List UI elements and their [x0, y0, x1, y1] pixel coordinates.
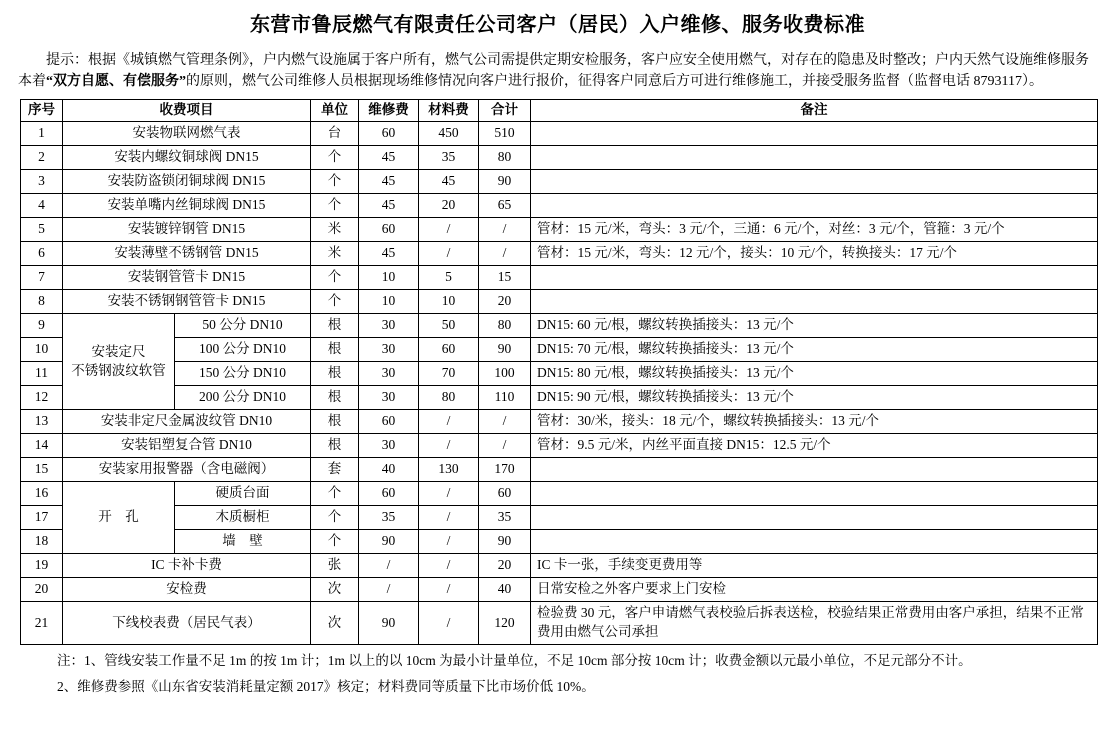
- row-remark: [531, 266, 1098, 290]
- row-no: 19: [21, 554, 63, 578]
- row-item: 安装物联网燃气表: [63, 122, 311, 146]
- col-header-item: 收费项目: [63, 100, 311, 122]
- footnote-2: 2、维修费参照《山东省安装消耗量定额 2017》核定；材料费同等质量下比市场价低 10%。: [57, 679, 595, 694]
- row-repair-fee: 30: [359, 314, 419, 338]
- row-total: 20: [479, 290, 531, 314]
- row-item: 安检费: [63, 578, 311, 602]
- row-repair-fee: 10: [359, 290, 419, 314]
- row-no: 2: [21, 146, 63, 170]
- col-header-total: 合计: [479, 100, 531, 122]
- row-total: 35: [479, 506, 531, 530]
- table-row: [21, 578, 1098, 602]
- row-unit: 个: [311, 146, 359, 170]
- row-total: 40: [479, 578, 531, 602]
- row-no: 1: [21, 122, 63, 146]
- row-repair-fee: 45: [359, 170, 419, 194]
- table-row: [21, 482, 1098, 506]
- table-row: [21, 362, 1098, 386]
- row-unit: 个: [311, 482, 359, 506]
- row-unit: 个: [311, 170, 359, 194]
- row-subitem: 硬质台面: [175, 482, 311, 506]
- row-no: 7: [21, 266, 63, 290]
- row-item: 安装镀锌钢管 DN15: [63, 218, 311, 242]
- row-repair-fee: 45: [359, 146, 419, 170]
- row-subitem: 150 公分 DN10: [175, 362, 311, 386]
- row-total: 15: [479, 266, 531, 290]
- row-repair-fee: 30: [359, 386, 419, 410]
- row-unit: 台: [311, 122, 359, 146]
- row-remark: [531, 122, 1098, 146]
- row-repair-fee: 10: [359, 266, 419, 290]
- page-title: 东营市鲁辰燃气有限责任公司客户（居民）入户维修、服务收费标准: [250, 14, 865, 36]
- row-total: 90: [479, 170, 531, 194]
- row-no: 21: [21, 602, 63, 645]
- row-unit: 根: [311, 338, 359, 362]
- row-subitem: 50 公分 DN10: [175, 314, 311, 338]
- row-repair-fee: 40: [359, 458, 419, 482]
- row-unit: 个: [311, 290, 359, 314]
- row-repair-fee: 30: [359, 338, 419, 362]
- row-item: 安装单嘴内丝铜球阀 DN15: [63, 194, 311, 218]
- row-total: 60: [479, 482, 531, 506]
- row-remark: 管材：15 元/米，弯头：12 元/个，接头：10 元/个，转换接头：17 元/个: [531, 242, 1098, 266]
- row-material-fee: /: [419, 530, 479, 554]
- row-total: 100: [479, 362, 531, 386]
- row-material-fee: /: [419, 602, 479, 645]
- group-label-flexible-hose: [63, 314, 175, 410]
- row-unit: 根: [311, 410, 359, 434]
- row-repair-fee: 35: [359, 506, 419, 530]
- row-total: 20: [479, 554, 531, 578]
- row-material-fee: /: [419, 242, 479, 266]
- row-repair-fee: 30: [359, 434, 419, 458]
- row-subitem: 200 公分 DN10: [175, 386, 311, 410]
- row-remark: DN15: 60 元/根，螺纹转换插接头：13 元/个: [531, 314, 1098, 338]
- table-header-row: [21, 100, 1098, 122]
- row-remark: [531, 290, 1098, 314]
- row-unit: 根: [311, 434, 359, 458]
- row-remark: 检验费 30 元，客户申请燃气表校验后拆表送检，校验结果正常费用由客户承担，结果不正常费用由燃气公司承担: [531, 602, 1098, 645]
- row-unit: 米: [311, 242, 359, 266]
- row-remark: IC 卡一张，手续变更费用等: [531, 554, 1098, 578]
- row-total: 80: [479, 314, 531, 338]
- row-unit: 个: [311, 530, 359, 554]
- row-material-fee: /: [419, 554, 479, 578]
- table-row: [21, 122, 1098, 146]
- row-material-fee: /: [419, 410, 479, 434]
- row-repair-fee: /: [359, 578, 419, 602]
- row-total: 120: [479, 602, 531, 645]
- row-unit: 个: [311, 506, 359, 530]
- row-subitem: 墙 壁: [175, 530, 311, 554]
- table-row: [21, 530, 1098, 554]
- row-no: 18: [21, 530, 63, 554]
- table-row: [21, 506, 1098, 530]
- row-total: 510: [479, 122, 531, 146]
- row-no: 6: [21, 242, 63, 266]
- row-material-fee: /: [419, 578, 479, 602]
- row-unit: 个: [311, 266, 359, 290]
- row-no: 11: [21, 362, 63, 386]
- row-no: 20: [21, 578, 63, 602]
- table-row: [21, 266, 1098, 290]
- row-material-fee: 20: [419, 194, 479, 218]
- row-repair-fee: /: [359, 554, 419, 578]
- row-material-fee: 60: [419, 338, 479, 362]
- row-item: 安装薄壁不锈钢管 DN15: [63, 242, 311, 266]
- row-remark: [531, 506, 1098, 530]
- row-remark: DN15: 80 元/根，螺纹转换插接头：13 元/个: [531, 362, 1098, 386]
- row-remark: 管材：15 元/米，弯头：3 元/个，三通：6 元/个，对丝：3 元/个，管箍：3 元/个: [531, 218, 1098, 242]
- row-no: 4: [21, 194, 63, 218]
- row-repair-fee: 60: [359, 218, 419, 242]
- row-no: 16: [21, 482, 63, 506]
- row-unit: 套: [311, 458, 359, 482]
- row-item: 安装内螺纹铜球阀 DN15: [63, 146, 311, 170]
- row-no: 3: [21, 170, 63, 194]
- row-repair-fee: 45: [359, 242, 419, 266]
- fee-table: [20, 99, 1098, 645]
- col-header-material-fee: 材料费: [419, 100, 479, 122]
- row-material-fee: 5: [419, 266, 479, 290]
- table-row: [21, 290, 1098, 314]
- row-subitem: 100 公分 DN10: [175, 338, 311, 362]
- row-material-fee: 45: [419, 170, 479, 194]
- row-no: 9: [21, 314, 63, 338]
- row-repair-fee: 60: [359, 482, 419, 506]
- row-remark: [531, 146, 1098, 170]
- row-unit: 根: [311, 386, 359, 410]
- table-row: [21, 146, 1098, 170]
- row-material-fee: /: [419, 218, 479, 242]
- row-repair-fee: 45: [359, 194, 419, 218]
- table-row: [21, 602, 1098, 645]
- row-total: /: [479, 410, 531, 434]
- row-subitem: 木质橱柜: [175, 506, 311, 530]
- table-row: [21, 218, 1098, 242]
- row-repair-fee: 30: [359, 362, 419, 386]
- row-item: 安装防盗锁闭铜球阀 DN15: [63, 170, 311, 194]
- row-unit: 根: [311, 314, 359, 338]
- table-row: [21, 410, 1098, 434]
- row-remark: [531, 482, 1098, 506]
- row-remark: [531, 170, 1098, 194]
- row-no: 5: [21, 218, 63, 242]
- row-total: /: [479, 434, 531, 458]
- row-item: 安装铝塑复合管 DN10: [63, 434, 311, 458]
- table-row: [21, 458, 1098, 482]
- row-item: 安装不锈钢钢管管卡 DN15: [63, 290, 311, 314]
- notice: [18, 50, 1097, 92]
- row-unit: 张: [311, 554, 359, 578]
- row-no: 10: [21, 338, 63, 362]
- row-unit: 米: [311, 218, 359, 242]
- row-total: /: [479, 242, 531, 266]
- row-item: 安装钢管管卡 DN15: [63, 266, 311, 290]
- row-material-fee: 70: [419, 362, 479, 386]
- row-unit: 个: [311, 194, 359, 218]
- row-no: 14: [21, 434, 63, 458]
- row-no: 15: [21, 458, 63, 482]
- row-no: 12: [21, 386, 63, 410]
- table-row: [21, 434, 1098, 458]
- row-item: 安装非定尺金属波纹管 DN10: [63, 410, 311, 434]
- table-row: [21, 194, 1098, 218]
- row-remark: DN15: 90 元/根，螺纹转换插接头：13 元/个: [531, 386, 1098, 410]
- row-remark: 日常安检之外客户要求上门安检: [531, 578, 1098, 602]
- row-repair-fee: 60: [359, 410, 419, 434]
- table-row: [21, 386, 1098, 410]
- table-row: [21, 554, 1098, 578]
- group-label-line1: 安装定尺: [91, 343, 146, 359]
- row-repair-fee: 60: [359, 122, 419, 146]
- row-remark: 管材：30/米，接头：18 元/个，螺纹转换插接头：13 元/个: [531, 410, 1098, 434]
- row-total: 170: [479, 458, 531, 482]
- row-remark: [531, 530, 1098, 554]
- row-total: /: [479, 218, 531, 242]
- row-total: 90: [479, 338, 531, 362]
- row-material-fee: 10: [419, 290, 479, 314]
- row-material-fee: 35: [419, 146, 479, 170]
- col-header-unit: 单位: [311, 100, 359, 122]
- row-item: IC 卡补卡费: [63, 554, 311, 578]
- table-row: [21, 338, 1098, 362]
- group-label-line2: 不锈钢波纹软管: [71, 362, 166, 378]
- row-remark: 管材：9.5 元/米，内丝平面直接 DN15：12.5 元/个: [531, 434, 1098, 458]
- row-no: 13: [21, 410, 63, 434]
- row-material-fee: /: [419, 506, 479, 530]
- row-material-fee: 130: [419, 458, 479, 482]
- row-item: 安装家用报警器（含电磁阀）: [63, 458, 311, 482]
- row-total: 110: [479, 386, 531, 410]
- row-material-fee: /: [419, 434, 479, 458]
- group-label-drilling: 开 孔: [63, 482, 175, 554]
- row-no: 8: [21, 290, 63, 314]
- table-row: [21, 242, 1098, 266]
- row-unit: 次: [311, 578, 359, 602]
- row-remark: DN15: 70 元/根，螺纹转换插接头：13 元/个: [531, 338, 1098, 362]
- row-total: 80: [479, 146, 531, 170]
- row-repair-fee: 90: [359, 530, 419, 554]
- row-item: 下线校表费（居民气表）: [63, 602, 311, 645]
- row-repair-fee: 90: [359, 602, 419, 645]
- row-no: 17: [21, 506, 63, 530]
- notice-text-1: 提示：根据《城镇燃气管理条例》，户内燃气设施属于客户所有，燃气公司需提供定期安检服务，客户应安全使用燃气，对存在的隐患及时整改；户内天然气设施维修服务本着: [18, 53, 1089, 89]
- row-remark: [531, 458, 1098, 482]
- table-row: [21, 314, 1098, 338]
- row-material-fee: 80: [419, 386, 479, 410]
- row-material-fee: /: [419, 482, 479, 506]
- col-header-no: 序号: [21, 100, 63, 122]
- col-header-repair-fee: 维修费: [359, 100, 419, 122]
- col-header-remark: 备注: [531, 100, 1098, 122]
- notice-text-2: 的原则，燃气公司维修人员根据现场维修情况向客户进行报价，征得客户同意后方可进行维修施工，并接受服务监督（监督电话 8793117）。: [186, 74, 1043, 89]
- row-unit: 次: [311, 602, 359, 645]
- row-remark: [531, 194, 1098, 218]
- footnote-1: 注：1、管线安装工作量不足 1m 的按 1m 计；1m 以上的以 10cm 为最小计量单位，不足 10cm 部分按 10cm 计；收费金额以元最小单位，不足元部分不计。: [57, 653, 972, 668]
- row-unit: 根: [311, 362, 359, 386]
- table-row: [21, 170, 1098, 194]
- row-material-fee: 450: [419, 122, 479, 146]
- notice-bold-text: “双方自愿、有偿服务”: [46, 74, 186, 89]
- row-total: 65: [479, 194, 531, 218]
- row-material-fee: 50: [419, 314, 479, 338]
- row-total: 90: [479, 530, 531, 554]
